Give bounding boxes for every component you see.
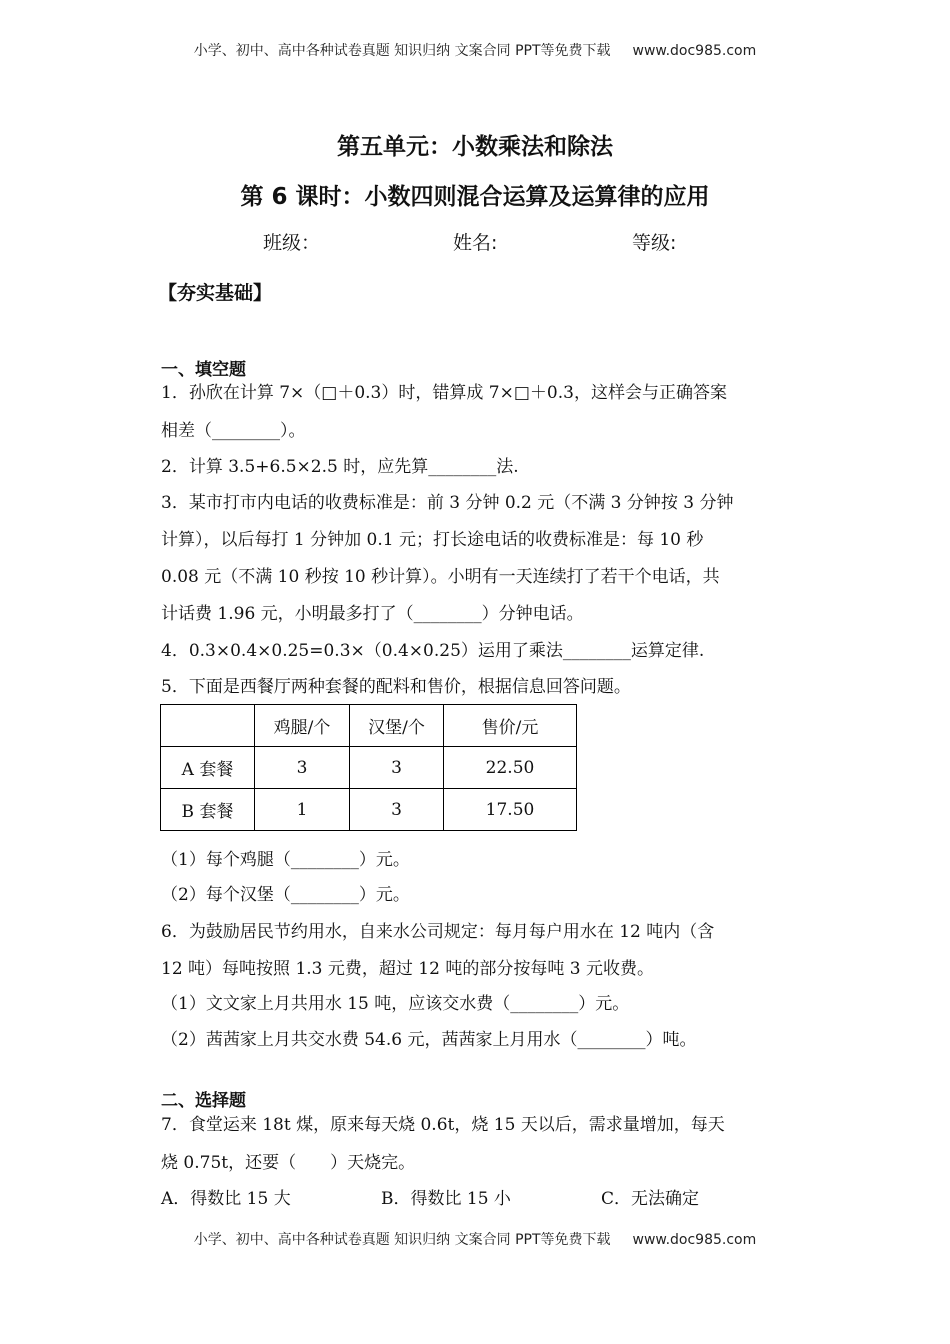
lesson-title: 第 6 课时：小数四则混合运算及运算律的应用 <box>240 184 710 210</box>
table-header-cell <box>161 705 255 747</box>
footer-site: www.doc985.com <box>632 1232 757 1248</box>
q1-line1: 1．孙欣在计算 7×（□＋0.3）时，错算成 7×□＋0.3，这样会与正确答案 <box>161 383 727 403</box>
q6-sub2: （2）茜茜家上月共交水费 54.6 元，茜茜家上月用水（________）吨。 <box>161 1030 697 1050</box>
q7-line1: 7．食堂运来 18t 煤，原来每天烧 0.6t，烧 15 天以后，需求量增加，每天 <box>161 1115 725 1135</box>
table-cell: 1 <box>255 789 350 831</box>
q7-option-a: A．得数比 15 大 <box>161 1189 291 1209</box>
q5-line: 5．下面是西餐厅两种套餐的配料和售价，根据信息回答问题。 <box>161 677 631 697</box>
table-row <box>161 789 577 831</box>
q4-line: 4．0.3×0.4×0.25=0.3×（0.4×0.25）运用了乘法________运算定律. <box>161 641 705 661</box>
section-base: 【夯实基础】 <box>158 282 273 304</box>
q6-sub1: （1）文文家上月共用水 15 吨，应该交水费（________）元。 <box>161 994 630 1014</box>
q3-line4: 计话费 1.96 元，小明最多打了（________）分钟电话。 <box>161 604 584 624</box>
table-header-cell: 汉堡/个 <box>350 705 444 747</box>
q7-option-b: B．得数比 15 小 <box>381 1189 511 1209</box>
table-cell: 3 <box>255 747 350 789</box>
page-footer <box>0 1229 950 1249</box>
table-cell: B 套餐 <box>161 789 255 831</box>
part1-heading: 一、填空题 <box>161 360 246 380</box>
table-cell: A 套餐 <box>161 747 255 789</box>
q3-line1: 3．某市打市内电话的收费标准是：前 3 分钟 0.2 元（不满 3 分钟按 3 分钟 <box>161 493 734 513</box>
meal-table <box>160 704 577 831</box>
grade-label: 等级: <box>632 232 677 254</box>
header-site: www.doc985.com <box>632 43 757 59</box>
q3-line2: 计算），以后每打 1 分钟加 0.1 元；打长途电话的收费标准是：每 10 秒 <box>161 530 704 550</box>
name-label: 姓名: <box>453 232 498 254</box>
q1-line2: 相差（________）。 <box>161 421 306 441</box>
class-label: 班级： <box>263 232 321 254</box>
unit-title: 第五单元：小数乘法和除法 <box>337 134 613 160</box>
table-cell: 22.50 <box>444 747 577 789</box>
q3-line3: 0.08 元（不满 10 秒按 10 秒计算）。小明有一天连续打了若干个电话，共 <box>161 567 720 587</box>
table-cell: 17.50 <box>444 789 577 831</box>
q7-line2: 烧 0.75t，还要（ ）天烧完。 <box>161 1153 416 1173</box>
q5-sub1: （1）每个鸡腿（________）元。 <box>161 850 410 870</box>
table-cell: 3 <box>350 747 444 789</box>
table-row <box>161 747 577 789</box>
table-header-cell: 鸡腿/个 <box>255 705 350 747</box>
q6-line1: 6．为鼓励居民节约用水，自来水公司规定：每月每户用水在 12 吨内（含 <box>161 922 715 942</box>
part2-heading: 二、选择题 <box>161 1091 246 1111</box>
table-header-row <box>161 705 577 747</box>
table-header-cell: 售价/元 <box>444 705 577 747</box>
q2-line: 2．计算 3.5+6.5×2.5 时，应先算________法. <box>161 457 519 477</box>
table-cell: 3 <box>350 789 444 831</box>
q6-line2: 12 吨）每吨按照 1.3 元费，超过 12 吨的部分按每吨 3 元收费。 <box>161 959 654 979</box>
q5-sub2: （2）每个汉堡（________）元。 <box>161 885 410 905</box>
footer-text: 小学、初中、高中各种试卷真题 知识归纳 文案合同 PPT等免费下载 <box>193 1232 611 1248</box>
header-text: 小学、初中、高中各种试卷真题 知识归纳 文案合同 PPT等免费下载 <box>193 43 611 59</box>
page-header <box>0 40 950 60</box>
q7-option-c: C．无法确定 <box>601 1189 700 1209</box>
